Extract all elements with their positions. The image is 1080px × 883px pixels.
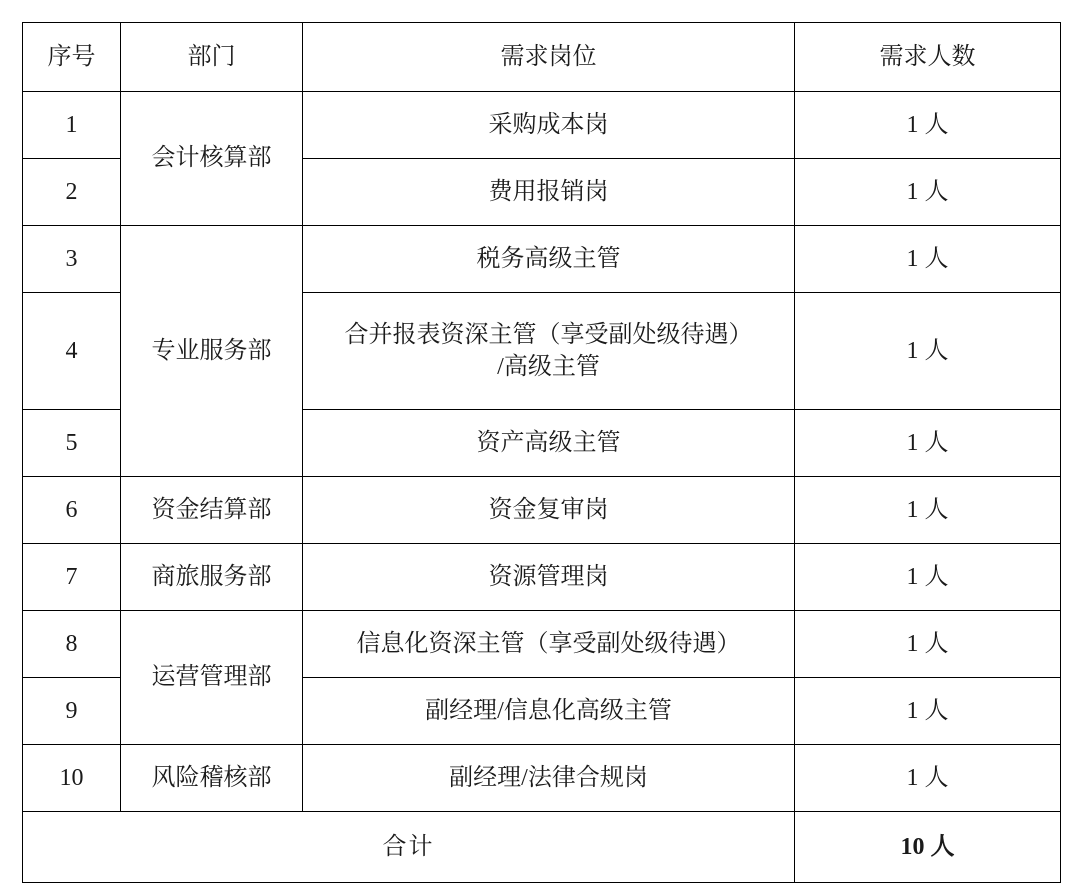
table-row — [23, 477, 1061, 544]
cell-position: 信息化资深主管（享受副处级待遇） — [303, 611, 795, 678]
cell-department: 资金结算部 — [121, 477, 303, 544]
cell-position-line1: 合并报表资深主管（享受副处级待遇） — [344, 321, 753, 348]
table-header-row — [23, 23, 1061, 92]
table-row — [23, 544, 1061, 611]
cell-department: 风险稽核部 — [121, 745, 303, 812]
cell-headcount: 1 人 — [795, 92, 1061, 159]
cell-position-line2: /高级主管 — [497, 354, 600, 380]
cell-index: 8 — [23, 611, 121, 678]
cell-position: 采购成本岗 — [303, 92, 795, 159]
cell-headcount: 1 人 — [795, 293, 1061, 410]
total-value: 10 人 — [795, 812, 1061, 883]
column-header-index: 序号 — [23, 23, 121, 92]
cell-headcount: 1 人 — [795, 544, 1061, 611]
table-row — [23, 226, 1061, 293]
cell-index: 3 — [23, 226, 121, 293]
cell-position: 资源管理岗 — [303, 544, 795, 611]
cell-position: 副经理/法律合规岗 — [303, 745, 795, 812]
cell-index: 7 — [23, 544, 121, 611]
cell-department: 运营管理部 — [121, 611, 303, 745]
cell-headcount: 1 人 — [795, 410, 1061, 477]
table-row — [23, 745, 1061, 812]
total-label: 合计 — [23, 812, 795, 883]
cell-headcount: 1 人 — [795, 226, 1061, 293]
table-body — [23, 92, 1061, 812]
table-footer — [23, 812, 1061, 883]
cell-index: 6 — [23, 477, 121, 544]
document-page — [0, 22, 1080, 860]
cell-index: 2 — [23, 159, 121, 226]
cell-headcount: 1 人 — [795, 678, 1061, 745]
table-total-row — [23, 812, 1061, 883]
cell-index: 10 — [23, 745, 121, 812]
table-header — [23, 23, 1061, 92]
cell-position — [303, 293, 795, 410]
cell-headcount: 1 人 — [795, 477, 1061, 544]
recruitment-requirements-table — [22, 22, 1061, 883]
column-header-department: 部门 — [121, 23, 303, 92]
cell-index: 9 — [23, 678, 121, 745]
cell-position: 资金复审岗 — [303, 477, 795, 544]
cell-index: 5 — [23, 410, 121, 477]
cell-position: 资产高级主管 — [303, 410, 795, 477]
cell-department: 会计核算部 — [121, 92, 303, 226]
cell-headcount: 1 人 — [795, 611, 1061, 678]
cell-headcount: 1 人 — [795, 745, 1061, 812]
cell-position: 税务高级主管 — [303, 226, 795, 293]
cell-index: 4 — [23, 293, 121, 410]
cell-department: 商旅服务部 — [121, 544, 303, 611]
cell-headcount: 1 人 — [795, 159, 1061, 226]
table-row — [23, 611, 1061, 678]
cell-index: 1 — [23, 92, 121, 159]
column-header-headcount: 需求人数 — [795, 23, 1061, 92]
cell-position: 费用报销岗 — [303, 159, 795, 226]
table-row — [23, 92, 1061, 159]
cell-position: 副经理/信息化高级主管 — [303, 678, 795, 745]
column-header-position: 需求岗位 — [303, 23, 795, 92]
cell-department: 专业服务部 — [121, 226, 303, 477]
